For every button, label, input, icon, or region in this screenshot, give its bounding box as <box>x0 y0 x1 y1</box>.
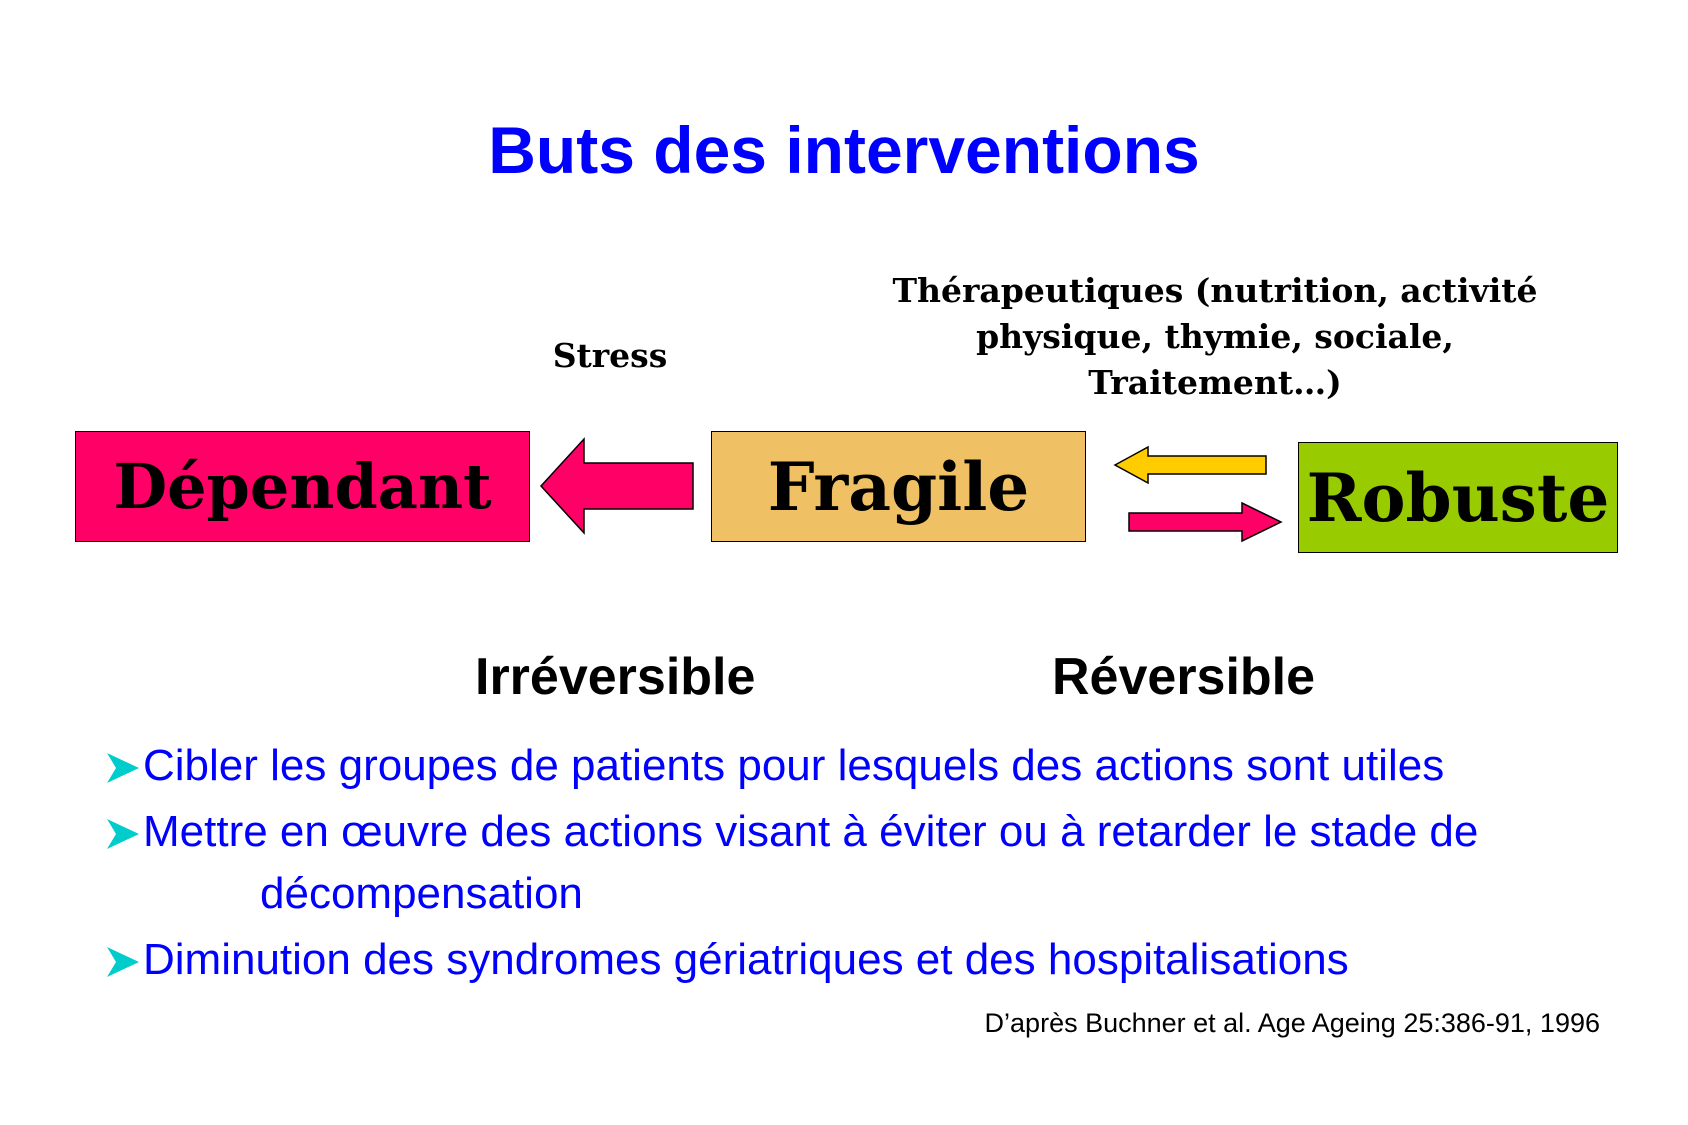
box-robuste <box>1298 442 1618 553</box>
reversible-label: Réversible <box>1052 648 1316 706</box>
bullet-text: Cibler les groupes de patients pour lesquels des actions sont utiles <box>143 741 1445 790</box>
bullet-text-continuation: décompensation <box>260 869 583 918</box>
arrowhead-bullet-icon <box>105 751 141 785</box>
box-fragile-label: Fragile <box>767 447 1030 526</box>
arrow-pink-right <box>1129 503 1281 541</box>
slide-title: Buts des interventions <box>488 113 1200 187</box>
bullet-list <box>105 735 1685 995</box>
bullet-item <box>105 735 1685 797</box>
bullet-text: Diminution des syndromes gériatriques et des hospitalisations <box>143 935 1349 984</box>
box-dependant-label: Dépendant <box>113 450 492 523</box>
box-robuste-label: Robuste <box>1306 458 1610 537</box>
bullet-item <box>105 929 1685 991</box>
irreversible-label: Irréversible <box>475 648 756 706</box>
arrowhead-bullet-icon <box>105 817 141 851</box>
box-dependant <box>75 431 530 542</box>
bullet-item <box>105 801 1685 925</box>
arrowhead-bullet-icon <box>105 945 141 979</box>
arrow-stress-left <box>541 439 693 533</box>
bullet-text: Mettre en œuvre des actions visant à éviter ou à retarder le stade de <box>143 807 1479 856</box>
stress-label: Stress <box>552 336 668 375</box>
source-citation: D’après Buchner et al. Age Ageing 25:386-91, 1996 <box>984 1008 1600 1038</box>
box-fragile <box>711 431 1086 542</box>
arrow-yellow-left <box>1115 447 1266 483</box>
therapeutiques-label: Thérapeutiques (nutrition, activité physique, thymie, sociale, Traitement…) <box>892 271 1538 402</box>
